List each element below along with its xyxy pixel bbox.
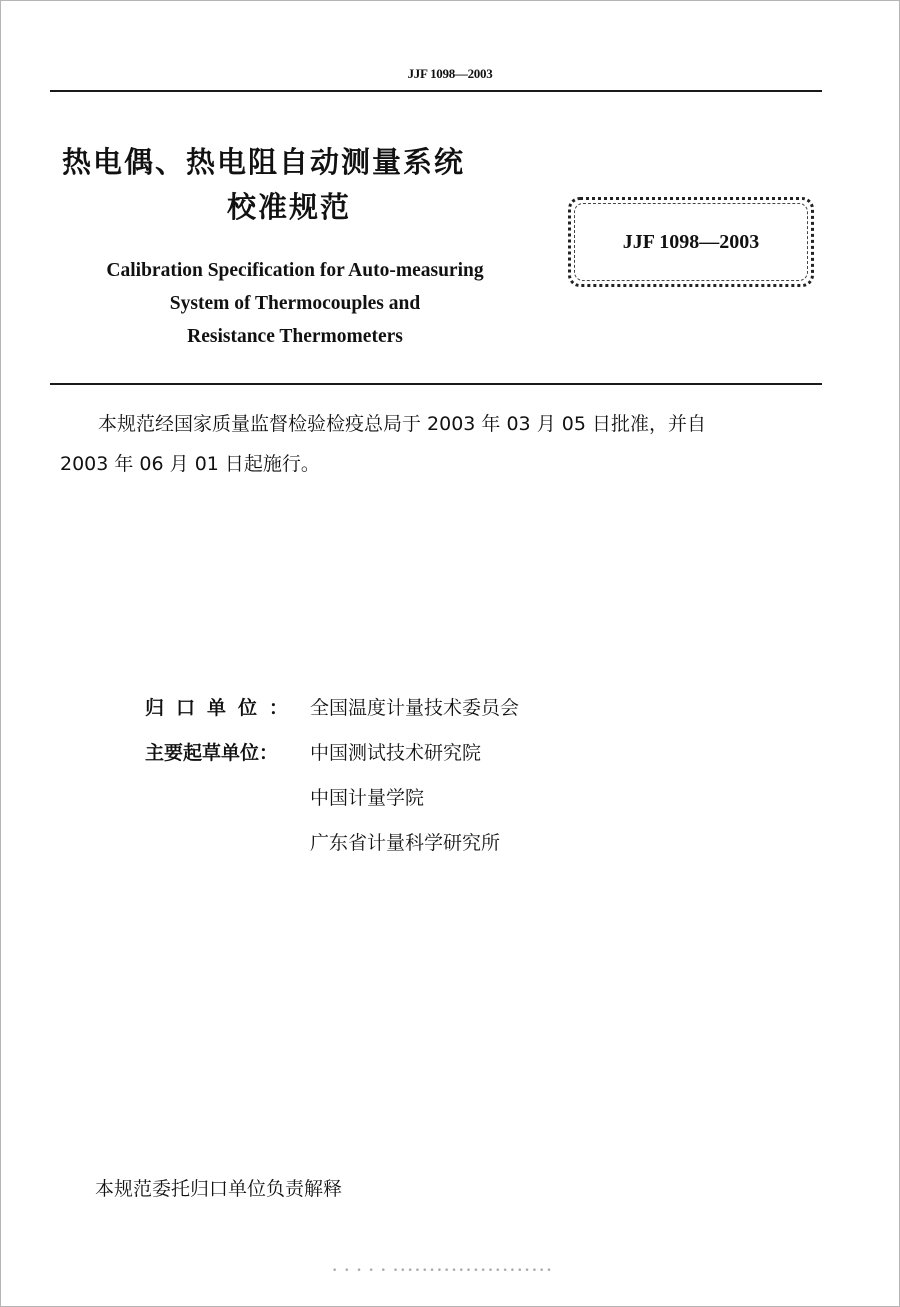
approval-paragraph	[60, 404, 830, 484]
header-rule	[50, 90, 822, 92]
title-english	[60, 254, 530, 353]
standard-code-box	[568, 197, 814, 287]
title-chinese	[62, 140, 532, 230]
section-rule	[50, 383, 822, 385]
approval-line-2: 2003 年 06 月 01 日起施行。	[60, 453, 320, 475]
responsible-unit-row	[145, 684, 519, 729]
running-header-code: JJF 1098—2003	[407, 66, 493, 81]
title-english-line-2: System of Thermocouples and	[169, 293, 421, 314]
drafting-unit-2: 中国计量学院	[310, 787, 425, 809]
drafting-unit-1: 中国测试技术研究院	[310, 742, 482, 764]
drafting-unit-label: 主要起草单位：	[145, 742, 279, 764]
drafting-unit-row	[145, 729, 519, 774]
title-chinese-line-2: 校准规范	[227, 190, 352, 224]
responsible-unit-value: 全国温度计量技术委员会	[310, 697, 520, 719]
interpretation-note: 本规范委托归口单位负责解释	[95, 1178, 343, 1200]
drafting-unit-row	[145, 819, 519, 864]
responsible-unit-label: 归口单位：	[145, 697, 301, 719]
drafting-unit-row	[145, 774, 519, 819]
standard-code: JJF 1098—2003	[622, 230, 760, 253]
drafting-unit-3: 广东省计量科学研究所	[310, 832, 501, 854]
title-chinese-line-1: 热电偶、热电阻自动测量系统	[62, 145, 466, 179]
title-english-line-1: Calibration Specification for Auto-measuring	[106, 260, 484, 281]
scan-artifact-dots: • • • • • ••••••••••••••••••••••	[332, 1266, 554, 1276]
title-english-line-3: Resistance Thermometers	[187, 326, 403, 347]
approval-line-1: 本规范经国家质量监督检验检疫总局于 2003 年 03 月 05 日批准，并自	[98, 413, 706, 435]
organizations-block	[145, 684, 519, 864]
